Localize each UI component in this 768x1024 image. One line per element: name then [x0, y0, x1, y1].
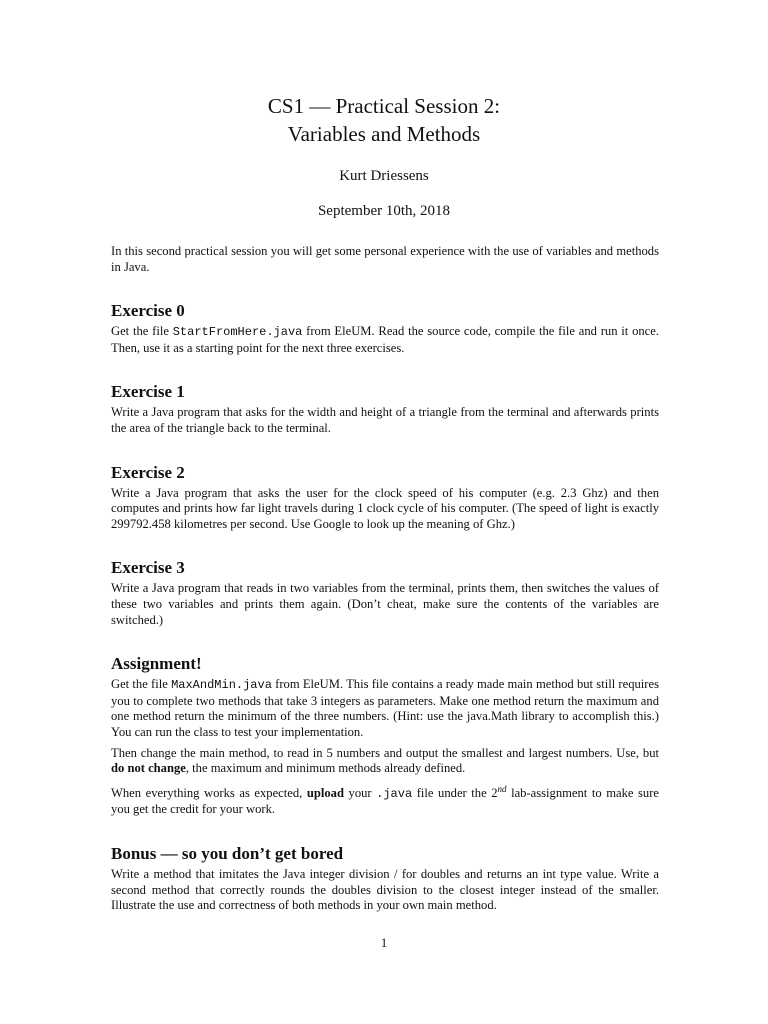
- page-number: 1: [380, 936, 388, 950]
- exercise-0-text-a: Get the file: [111, 324, 173, 339]
- assignment-paragraph-3: [111, 782, 659, 818]
- nd-superscript: nd: [497, 783, 507, 794]
- maxandmin-filename: MaxAndMin.java: [171, 678, 272, 693]
- assignment-p3-b: your: [343, 785, 377, 800]
- document-body: [111, 244, 659, 914]
- startfromhere-filename: StartFromHere.java: [172, 325, 303, 340]
- exercise-1-heading: Exercise 1: [111, 382, 185, 402]
- document-title: [0, 92, 768, 148]
- exercise-3-section: [111, 558, 659, 628]
- title-line-2: Variables and Methods: [287, 122, 481, 146]
- exercise-3-heading: Exercise 3: [111, 558, 185, 578]
- assignment-paragraph-2: [111, 746, 659, 777]
- assignment-p3-a: When everything works as expected,: [111, 785, 307, 800]
- date: September 10th, 2018: [317, 203, 451, 219]
- exercise-3-text: Write a Java program that reads in two variables from the terminal, prints them, then switches the values of these two variables and prints them again. (Don’t cheat, make sure the contents of the variables are switched.): [111, 581, 659, 627]
- exercise-0-text-b: from EleUM. Read the source code, compile the file and run it once. Then, use it as a starting point for the next three exercises.: [111, 324, 660, 355]
- assignment-p1-a: Get the file: [111, 677, 172, 692]
- java-extension: .java: [376, 786, 413, 801]
- exercise-0-section: [111, 301, 659, 356]
- assignment-p3-c: file under the 2: [412, 785, 498, 800]
- exercise-2-heading: Exercise 2: [111, 462, 185, 482]
- author: Kurt Driessens: [339, 168, 429, 184]
- exercise-1-section: [111, 382, 659, 436]
- exercise-0-heading: Exercise 0: [111, 301, 185, 321]
- intro-paragraph: In this second practical session you will get some personal experience with the use of variables and methods in Java.: [111, 244, 659, 274]
- exercise-0-text: [111, 324, 659, 356]
- assignment-heading: Assignment!: [111, 654, 202, 674]
- assignment-p2-b: , the maximum and minimum methods already defined.: [185, 761, 466, 776]
- assignment-p1-b: from EleUM. This file contains a ready made main method but still requires you to complete two methods that take 3 integers as parameters. Make one method return the maximum and one method return the minimum of the three numbers. (Hint: use the java.Math library to accomplish this.) You can run the class to test your implementation.: [111, 677, 659, 739]
- exercise-2-section: [111, 463, 659, 533]
- assignment-p2-a: Then change the main method, to read in 5 numbers and output the smallest and largest numbers. Use, but: [111, 745, 659, 760]
- title-line-1: CS1 — Practical Session 2:: [267, 94, 501, 118]
- bonus-section: [111, 844, 659, 914]
- assignment-p3-d: lab-assignment to make sure you get the credit for your work.: [111, 785, 660, 817]
- bonus-text: Write a method that imitates the Java integer division / for doubles and returns an int type value. Write a second method that correctly rounds the doubles division to the closest integer instead of the smaller. Illustrate the use and correctness of both methods in your own main method.: [111, 867, 659, 913]
- exercise-1-text: Write a Java program that asks for the width and height of a triangle from the terminal and afterwards prints the area of the triangle back to the terminal.: [111, 405, 659, 435]
- upload-emphasis: upload: [306, 785, 344, 800]
- assignment-section: [111, 654, 659, 818]
- assignment-paragraph-1: [111, 677, 659, 740]
- do-not-change-emphasis: do not change: [111, 761, 186, 776]
- exercise-2-text: Write a Java program that asks the user for the clock speed of his computer (e.g. 2.3 Ghz) and then computes and prints how far light travels during 1 clock cycle of his computer. (The speed of light is exactly 299792.458 kilometres per second. Use Google to look up the meaning of Ghz.): [111, 485, 659, 531]
- bonus-heading: Bonus — so you don’t get bored: [111, 844, 344, 864]
